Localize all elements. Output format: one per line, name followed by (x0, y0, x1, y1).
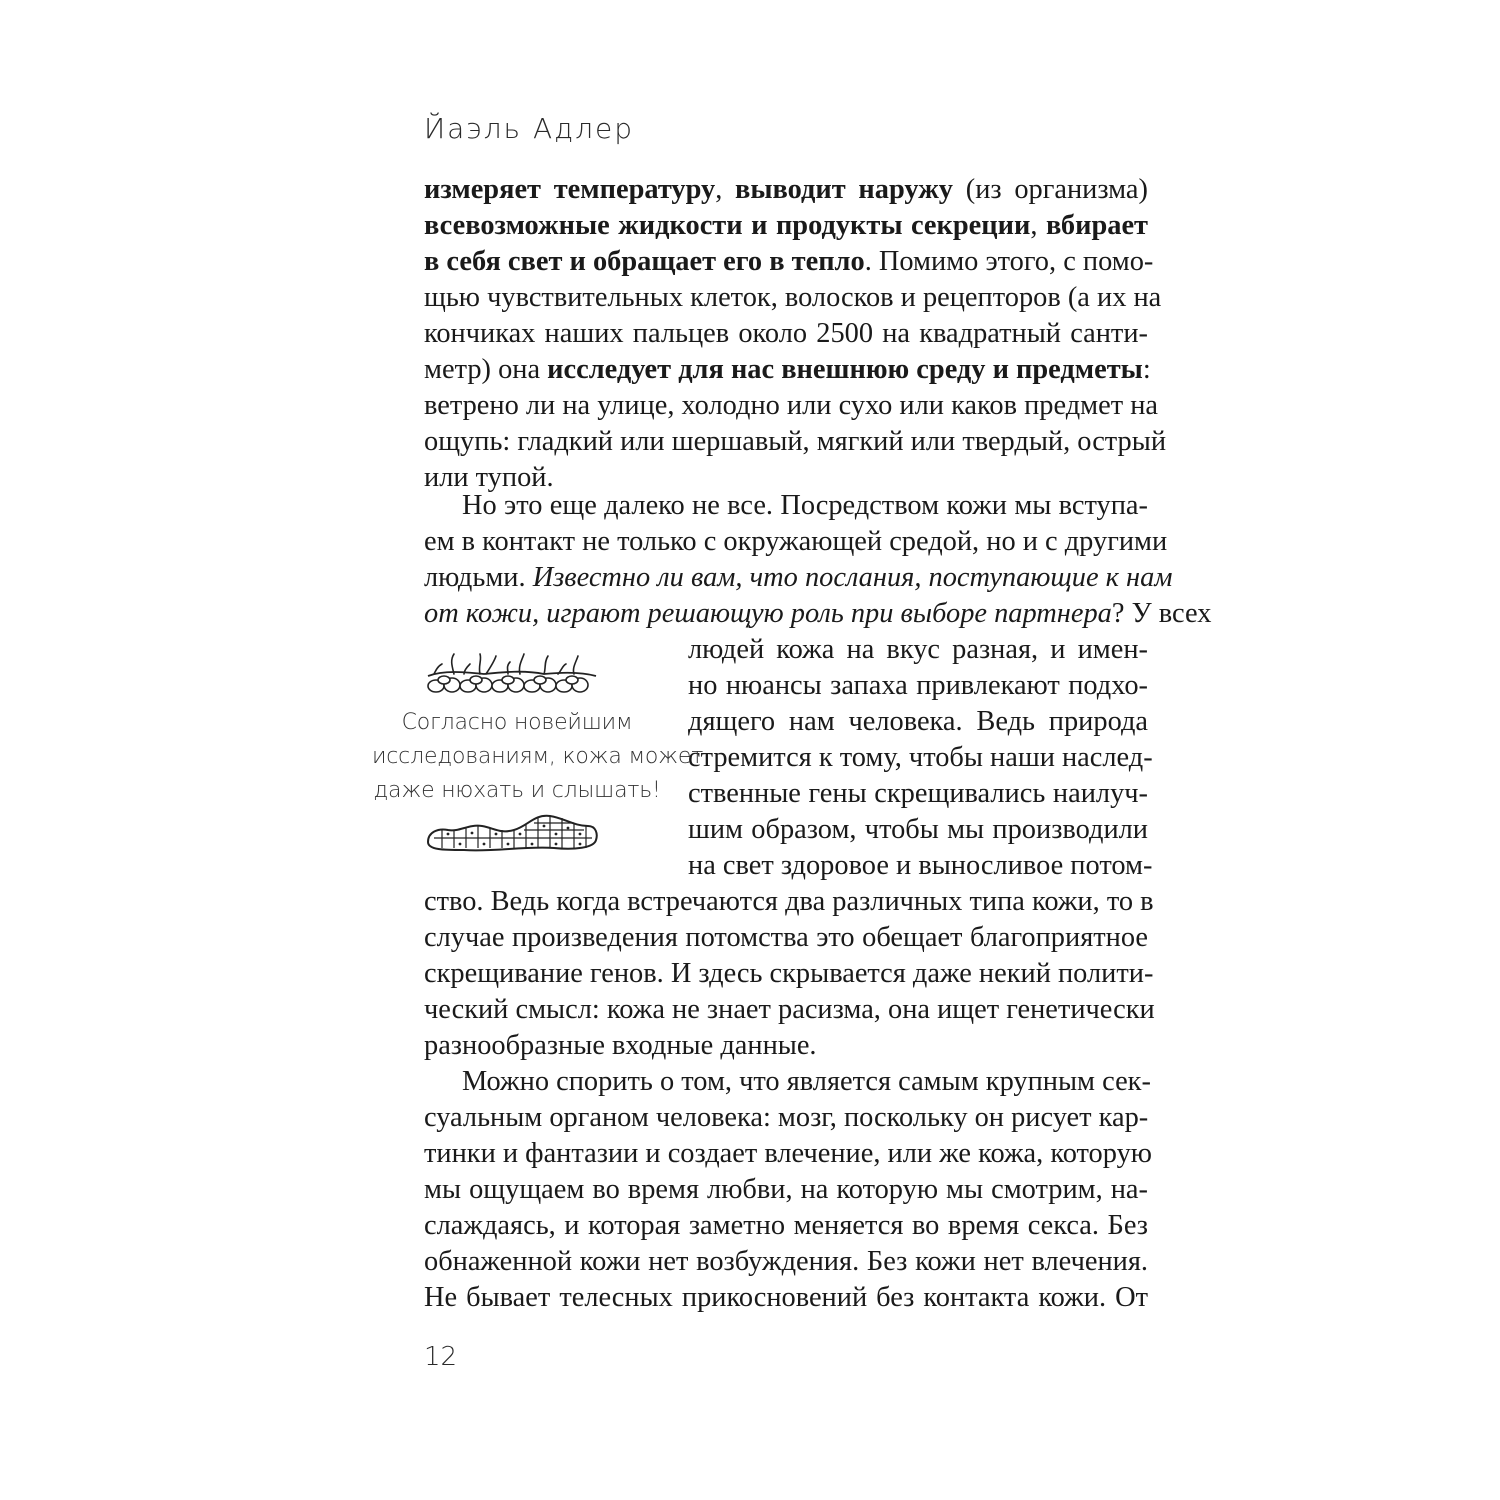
text-line (424, 316, 1148, 352)
text-line (424, 1136, 1152, 1172)
page-number: 12 (424, 1342, 458, 1372)
paragraph-lines (424, 172, 1167, 496)
bold-run: вбирает (1045, 210, 1148, 241)
text-line (688, 776, 1148, 812)
text-run: ственные гены скрещивались наилуч- (688, 778, 1148, 809)
text-line (424, 280, 1162, 316)
text-line (424, 388, 1159, 424)
sidebar-note (372, 648, 704, 808)
text-line (424, 560, 1173, 596)
bold-run: выводит наружу (735, 174, 954, 205)
bold-run: измеряет температуру (424, 174, 716, 205)
text-run: случае произведения потомства это обещает благоприятное (424, 922, 1148, 953)
bold-run: исследует для нас внешнюю среду и предметы (547, 354, 1143, 385)
text-line (424, 992, 1155, 1028)
paragraph-genes (424, 884, 1155, 1064)
paragraph-lines (688, 632, 1153, 884)
text-line (424, 1064, 1151, 1100)
text-run: ем в контакт не только с окружающей средой, но и с другими (424, 526, 1168, 557)
text-line (424, 424, 1167, 460)
text-line (688, 704, 1148, 740)
italic-run: Известно ли вам, что послания, поступающие к нам (532, 562, 1173, 593)
paragraph-wrap-around-sidebar (688, 632, 1153, 884)
text-line (424, 208, 1148, 244)
text-run: тинки и фантазии и создает влечение, или же кожа, которую (424, 1138, 1152, 1169)
text-run: скрещивание генов. И здесь скрывается даже некий полити- (424, 958, 1154, 989)
text-line (424, 172, 1148, 208)
text-run: разнообразные входные данные. (424, 1030, 817, 1061)
text-line (424, 244, 1154, 280)
text-line (424, 352, 1151, 388)
text-run: Не бывает телесных прикосновений без контакта кожи. От (424, 1282, 1148, 1313)
text-run: : (1142, 354, 1151, 385)
text-run: , (715, 174, 736, 205)
text-run: . Помимо этого, с помо- (864, 246, 1154, 277)
text-run: метр) она (424, 354, 548, 385)
text-run: но нюансы запаха привлекают подхо- (688, 670, 1148, 701)
text-run: или тупой. (424, 462, 554, 493)
running-head-author: Йаэль Адлер (424, 112, 634, 145)
text-run: слаждаясь, и которая заметно меняется во время секса. Без (424, 1210, 1148, 1241)
text-line (424, 884, 1154, 920)
text-line (424, 1028, 1148, 1064)
text-run: Можно спорить о том, что является самым крупным сек- (462, 1066, 1151, 1097)
text-line (424, 1100, 1148, 1136)
text-line (688, 848, 1153, 884)
text-run: , (1030, 210, 1046, 241)
paragraph-lines (424, 884, 1155, 1064)
text-run: стремится к тому, чтобы наши наслед- (688, 742, 1153, 773)
bold-run: всевозможные жидкости и продукты секреции (424, 210, 1031, 241)
text-line (424, 1280, 1148, 1316)
bold-run: в себя свет и обращает его в тепло (424, 246, 865, 277)
text-line (688, 740, 1153, 776)
italic-run: от кожи, играют решающую роль при выборе партнера (424, 598, 1112, 629)
paragraph-sexual-organ (424, 1064, 1152, 1316)
text-run: кончиках наших пальцев около 2500 на квадратный санти- (424, 318, 1148, 349)
sidebar-note-text (372, 706, 704, 808)
text-line (424, 956, 1154, 992)
paragraph-lines (424, 488, 1212, 632)
text-run: (из организма) (953, 174, 1148, 205)
text-run: людей кожа на вкус разная, и имен- (688, 634, 1148, 665)
text-line (424, 1172, 1148, 1208)
text-run: ? У всех (1111, 598, 1212, 629)
text-run: Но это еще далеко не все. Посредством кожи мы вступа- (462, 490, 1148, 521)
text-run: мы ощущаем во время любви, на которую мы смотрим, на- (424, 1174, 1148, 1205)
text-run: ческий смысл: кожа не знает расизма, она ищет генетически (424, 994, 1155, 1025)
text-run: на свет здоровое и выносливое потом- (688, 850, 1153, 881)
text-run: щью чувствительных клеток, волосков и рецепторов (а их на (424, 282, 1162, 313)
paragraph-skin-contact (424, 488, 1212, 632)
text-line (424, 1208, 1148, 1244)
text-line (688, 668, 1148, 704)
text-run: ство. Ведь когда встречаются два различных типа кожи, то в (424, 886, 1154, 917)
text-line (688, 812, 1148, 848)
text-line (424, 596, 1212, 632)
text-run: шим образом, чтобы мы производили (688, 814, 1148, 845)
text-run: обнаженной кожи нет возбуждения. Без кожи нет влечения. (424, 1246, 1148, 1277)
sidebar-line: даже нюхать и слышать! (373, 778, 661, 803)
sidebar-line: исследованиям, кожа может (372, 744, 704, 769)
sidebar-line: Согласно новейшим (401, 710, 633, 735)
text-run: суальным органом человека: мозг, поскольку он рисует кар- (424, 1102, 1149, 1133)
text-run: ветрено ли на улице, холодно или сухо или каков предмет на (424, 390, 1159, 421)
text-line (424, 920, 1148, 956)
text-run: дящего нам человека. Ведь природа (688, 706, 1148, 737)
text-line (424, 1244, 1148, 1280)
text-line (424, 524, 1168, 560)
text-run: людьми. (424, 562, 533, 593)
text-run: ощупь: гладкий или шершавый, мягкий или твердый, острый (424, 426, 1167, 457)
paragraph-lines (424, 1064, 1152, 1316)
skin-surface-illustration-icon (424, 806, 600, 854)
paragraph-skin-functions (424, 172, 1167, 496)
text-line (424, 488, 1148, 524)
text-line (688, 632, 1148, 668)
